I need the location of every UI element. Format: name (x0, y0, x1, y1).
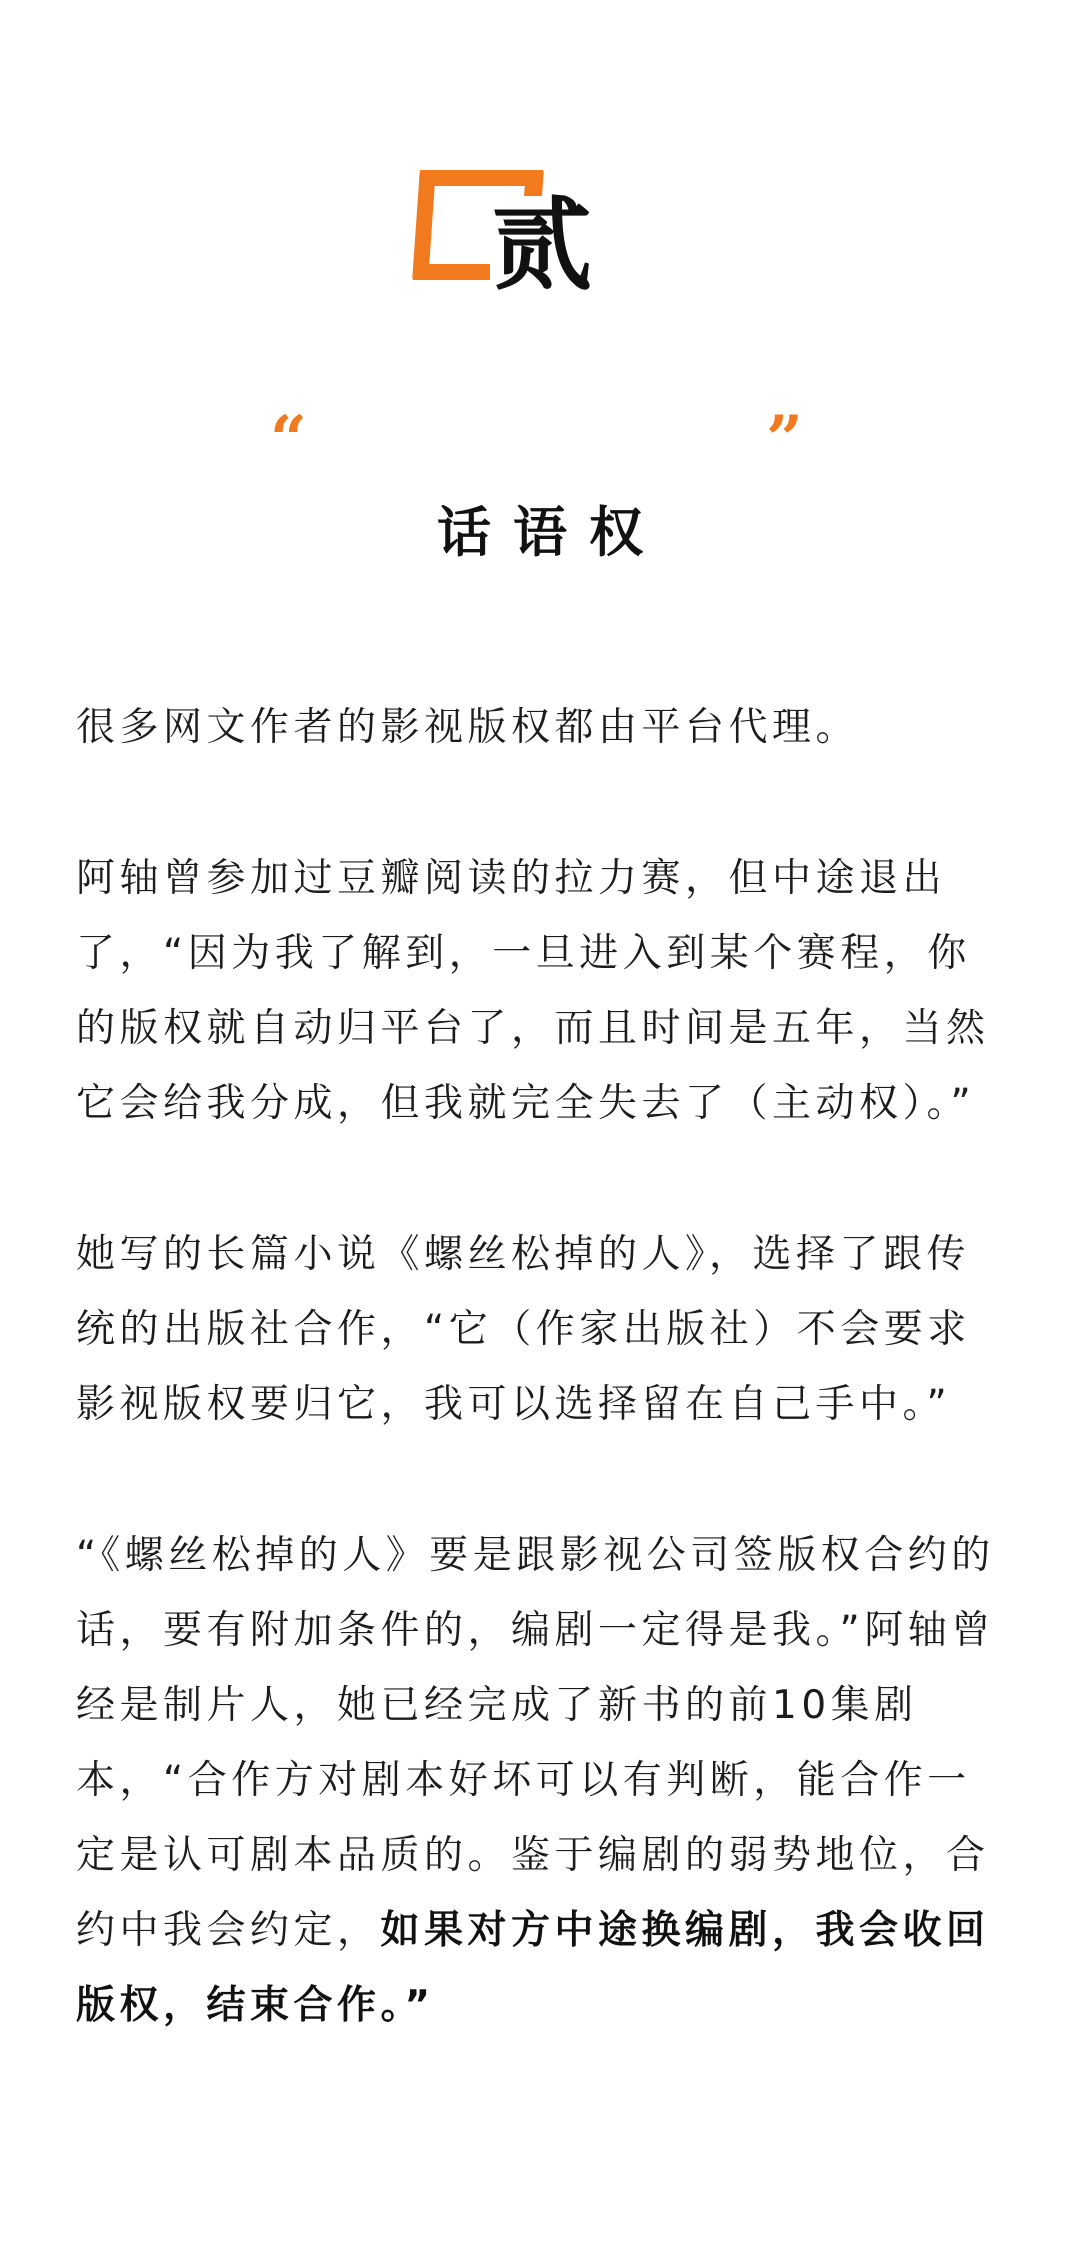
paragraph-4-text: “《螺丝松掉的人》要是跟影视公司签版权合约的话，要有附加条件的，编剧一定得是我。”阿轴曾经是制片人，她已经完成了新书的前10集剧本，“合作方对剧本好坏可以有判断，能合作一定是认可剧本品质的。鉴于编剧的弱势地位，合约中我会约定， (76, 1533, 995, 1953)
open-quote-mark: “ (270, 402, 307, 477)
article-body (76, 690, 1004, 2119)
paragraph-1 (76, 690, 1004, 765)
paragraph-2-text: 阿轴曾参加过豆瓣阅读的拉力赛，但中途退出了，“因为我了解到，一旦进入到某个赛程，你的版权就自动归平台了，而且时间是五年，当然它会给我分成，但我就完全失去了（主动权）。” (76, 856, 990, 1126)
paragraph-3 (76, 1217, 1004, 1442)
paragraph-4 (76, 1518, 1004, 2043)
paragraph-4-bold-text: 如果对方中途换编剧，我会收回版权，结束合作。” (76, 1908, 990, 2028)
section-title: 话语权 (437, 501, 665, 564)
paragraph-2 (76, 841, 1004, 1141)
close-quote-mark: ” (766, 402, 803, 477)
section-number-char: 贰 (492, 187, 592, 304)
paragraph-1-text: 很多网文作者的影视版权都由平台代理。 (76, 705, 860, 750)
section-number-ornament (0, 0, 1080, 340)
paragraph-3-text: 她写的长篇小说《螺丝松掉的人》，选择了跟传统的出版社合作，“它（作家出版社）不会要求影视版权要归它，我可以选择留在自己手中。” (76, 1232, 971, 1427)
